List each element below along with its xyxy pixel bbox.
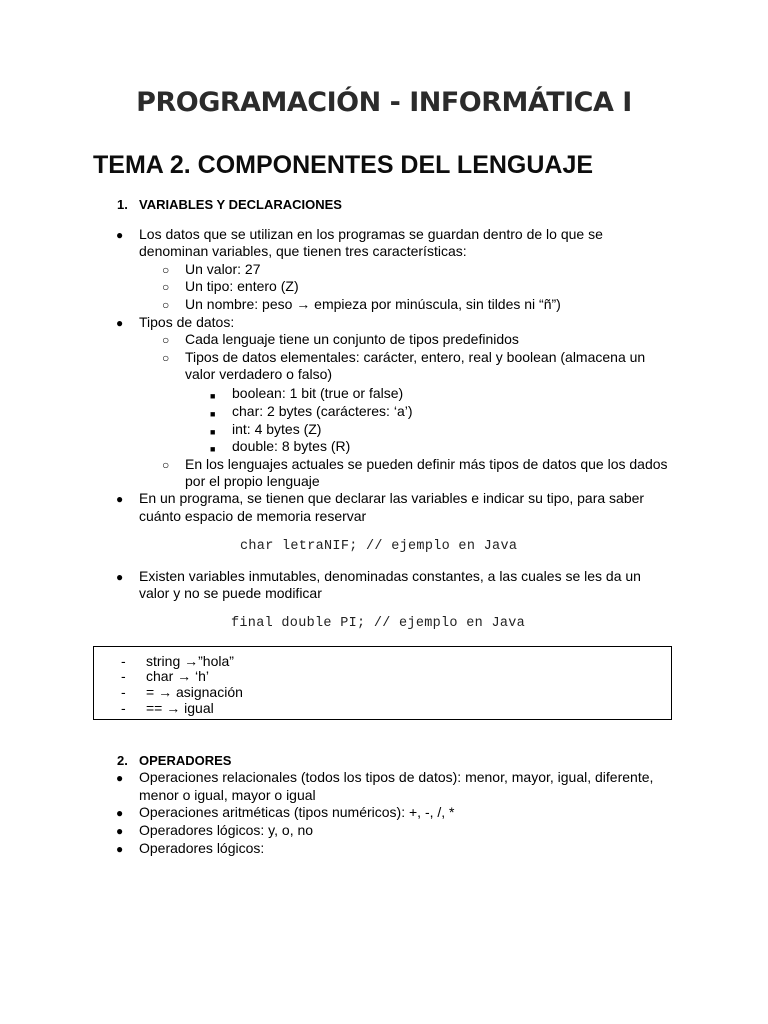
op-bullet2: Operaciones aritméticas (tipos numéricos): +, -, /, * bbox=[139, 804, 455, 820]
subsub-4: double: 8 bytes (R) bbox=[232, 438, 351, 454]
bullet-marker: ● bbox=[116, 228, 124, 242]
subsub-1: boolean: 1 bit (true or false) bbox=[232, 385, 404, 401]
bullet1-line1: Los datos que se utilizan en los programas se guardan dentro de lo que se bbox=[139, 226, 603, 242]
circle-marker: ○ bbox=[162, 458, 170, 472]
bullet2-sub2-line1: Tipos de datos elementales: carácter, entero, real y boolean (almacena un bbox=[185, 349, 646, 365]
bullet2-sub2-line2: valor verdadero o falso) bbox=[185, 366, 333, 382]
bullet4-line1: Existen variables inmutables, denominadas constantes, a las cuales se les da un bbox=[139, 568, 641, 584]
op-bullet1-line1: Operaciones relacionales (todos los tipos de datos): menor, mayor, igual, diferente, bbox=[139, 769, 654, 785]
dash-marker: - bbox=[121, 653, 126, 669]
bullet-marker: ● bbox=[116, 570, 124, 584]
document-title: PROGRAMACIÓN - INFORMÁTICA I bbox=[136, 87, 632, 118]
section2-number: 2. bbox=[117, 753, 128, 768]
section1-heading: VARIABLES Y DECLARACIONES bbox=[139, 197, 342, 212]
bullet-marker: ● bbox=[116, 492, 124, 506]
section2-heading: OPERADORES bbox=[139, 753, 232, 768]
bullet-marker: ● bbox=[116, 771, 124, 785]
square-marker: ■ bbox=[210, 427, 216, 437]
box-item-4: == → igual bbox=[146, 700, 214, 716]
topic-title: TEMA 2. COMPONENTES DEL LENGUAJE bbox=[93, 151, 594, 179]
bullet4-line2: valor y no se puede modificar bbox=[139, 585, 322, 601]
square-marker: ■ bbox=[210, 444, 216, 454]
op-bullet1-line2: menor o igual, mayor o igual bbox=[139, 787, 316, 803]
code-example-1: char letraNIF; // ejemplo en Java bbox=[240, 539, 518, 554]
op-bullet3: Operadores lógicos: y, o, no bbox=[139, 822, 314, 838]
bullet2-sub1: Cada lenguaje tiene un conjunto de tipos predefinidos bbox=[185, 331, 519, 347]
bullet2-sub3-line2: por el propio lenguaje bbox=[185, 473, 320, 489]
bullet-marker: ● bbox=[116, 842, 124, 856]
box-item-2: char → ‘h’ bbox=[146, 668, 210, 684]
square-marker: ■ bbox=[210, 409, 216, 419]
dash-marker: - bbox=[121, 700, 126, 716]
bullet1-line2: denominan variables, que tienen tres características: bbox=[139, 243, 467, 259]
bullet1-sub-1: Un valor: 27 bbox=[185, 261, 261, 277]
notes-box bbox=[93, 646, 672, 720]
bullet1-sub-2: Un tipo: entero (Z) bbox=[185, 278, 299, 294]
bullet-marker: ● bbox=[116, 824, 124, 838]
bullet3-line2: cuánto espacio de memoria reservar bbox=[139, 508, 367, 524]
op-bullet4: Operadores lógicos: bbox=[139, 840, 265, 856]
subsub-3: int: 4 bytes (Z) bbox=[232, 421, 322, 437]
dash-marker: - bbox=[121, 668, 126, 684]
bullet-marker: ● bbox=[116, 316, 124, 330]
circle-marker: ○ bbox=[162, 280, 170, 294]
bullet2-text: Tipos de datos: bbox=[139, 314, 235, 330]
circle-marker: ○ bbox=[162, 298, 170, 312]
subsub-2: char: 2 bytes (carácteres: ‘a’) bbox=[232, 403, 413, 419]
circle-marker: ○ bbox=[162, 351, 170, 365]
bullet2-sub3-line1: En los lenguajes actuales se pueden definir más tipos de datos que los dados bbox=[185, 456, 668, 472]
code-example-2: final double PI; // ejemplo en Java bbox=[231, 616, 526, 631]
bullet1-sub-3: Un nombre: peso → empieza por minúscula, sin tildes ni “ñ”) bbox=[185, 296, 561, 312]
box-item-1: string →”hola” bbox=[146, 653, 234, 669]
section1-number: 1. bbox=[117, 197, 128, 212]
circle-marker: ○ bbox=[162, 263, 170, 277]
bullet3-line1: En un programa, se tienen que declarar las variables e indicar su tipo, para saber bbox=[139, 490, 645, 506]
box-item-3: = → asignación bbox=[146, 684, 243, 700]
bullet-marker: ● bbox=[116, 806, 124, 820]
circle-marker: ○ bbox=[162, 333, 170, 347]
dash-marker: - bbox=[121, 684, 126, 700]
square-marker: ■ bbox=[210, 391, 216, 401]
